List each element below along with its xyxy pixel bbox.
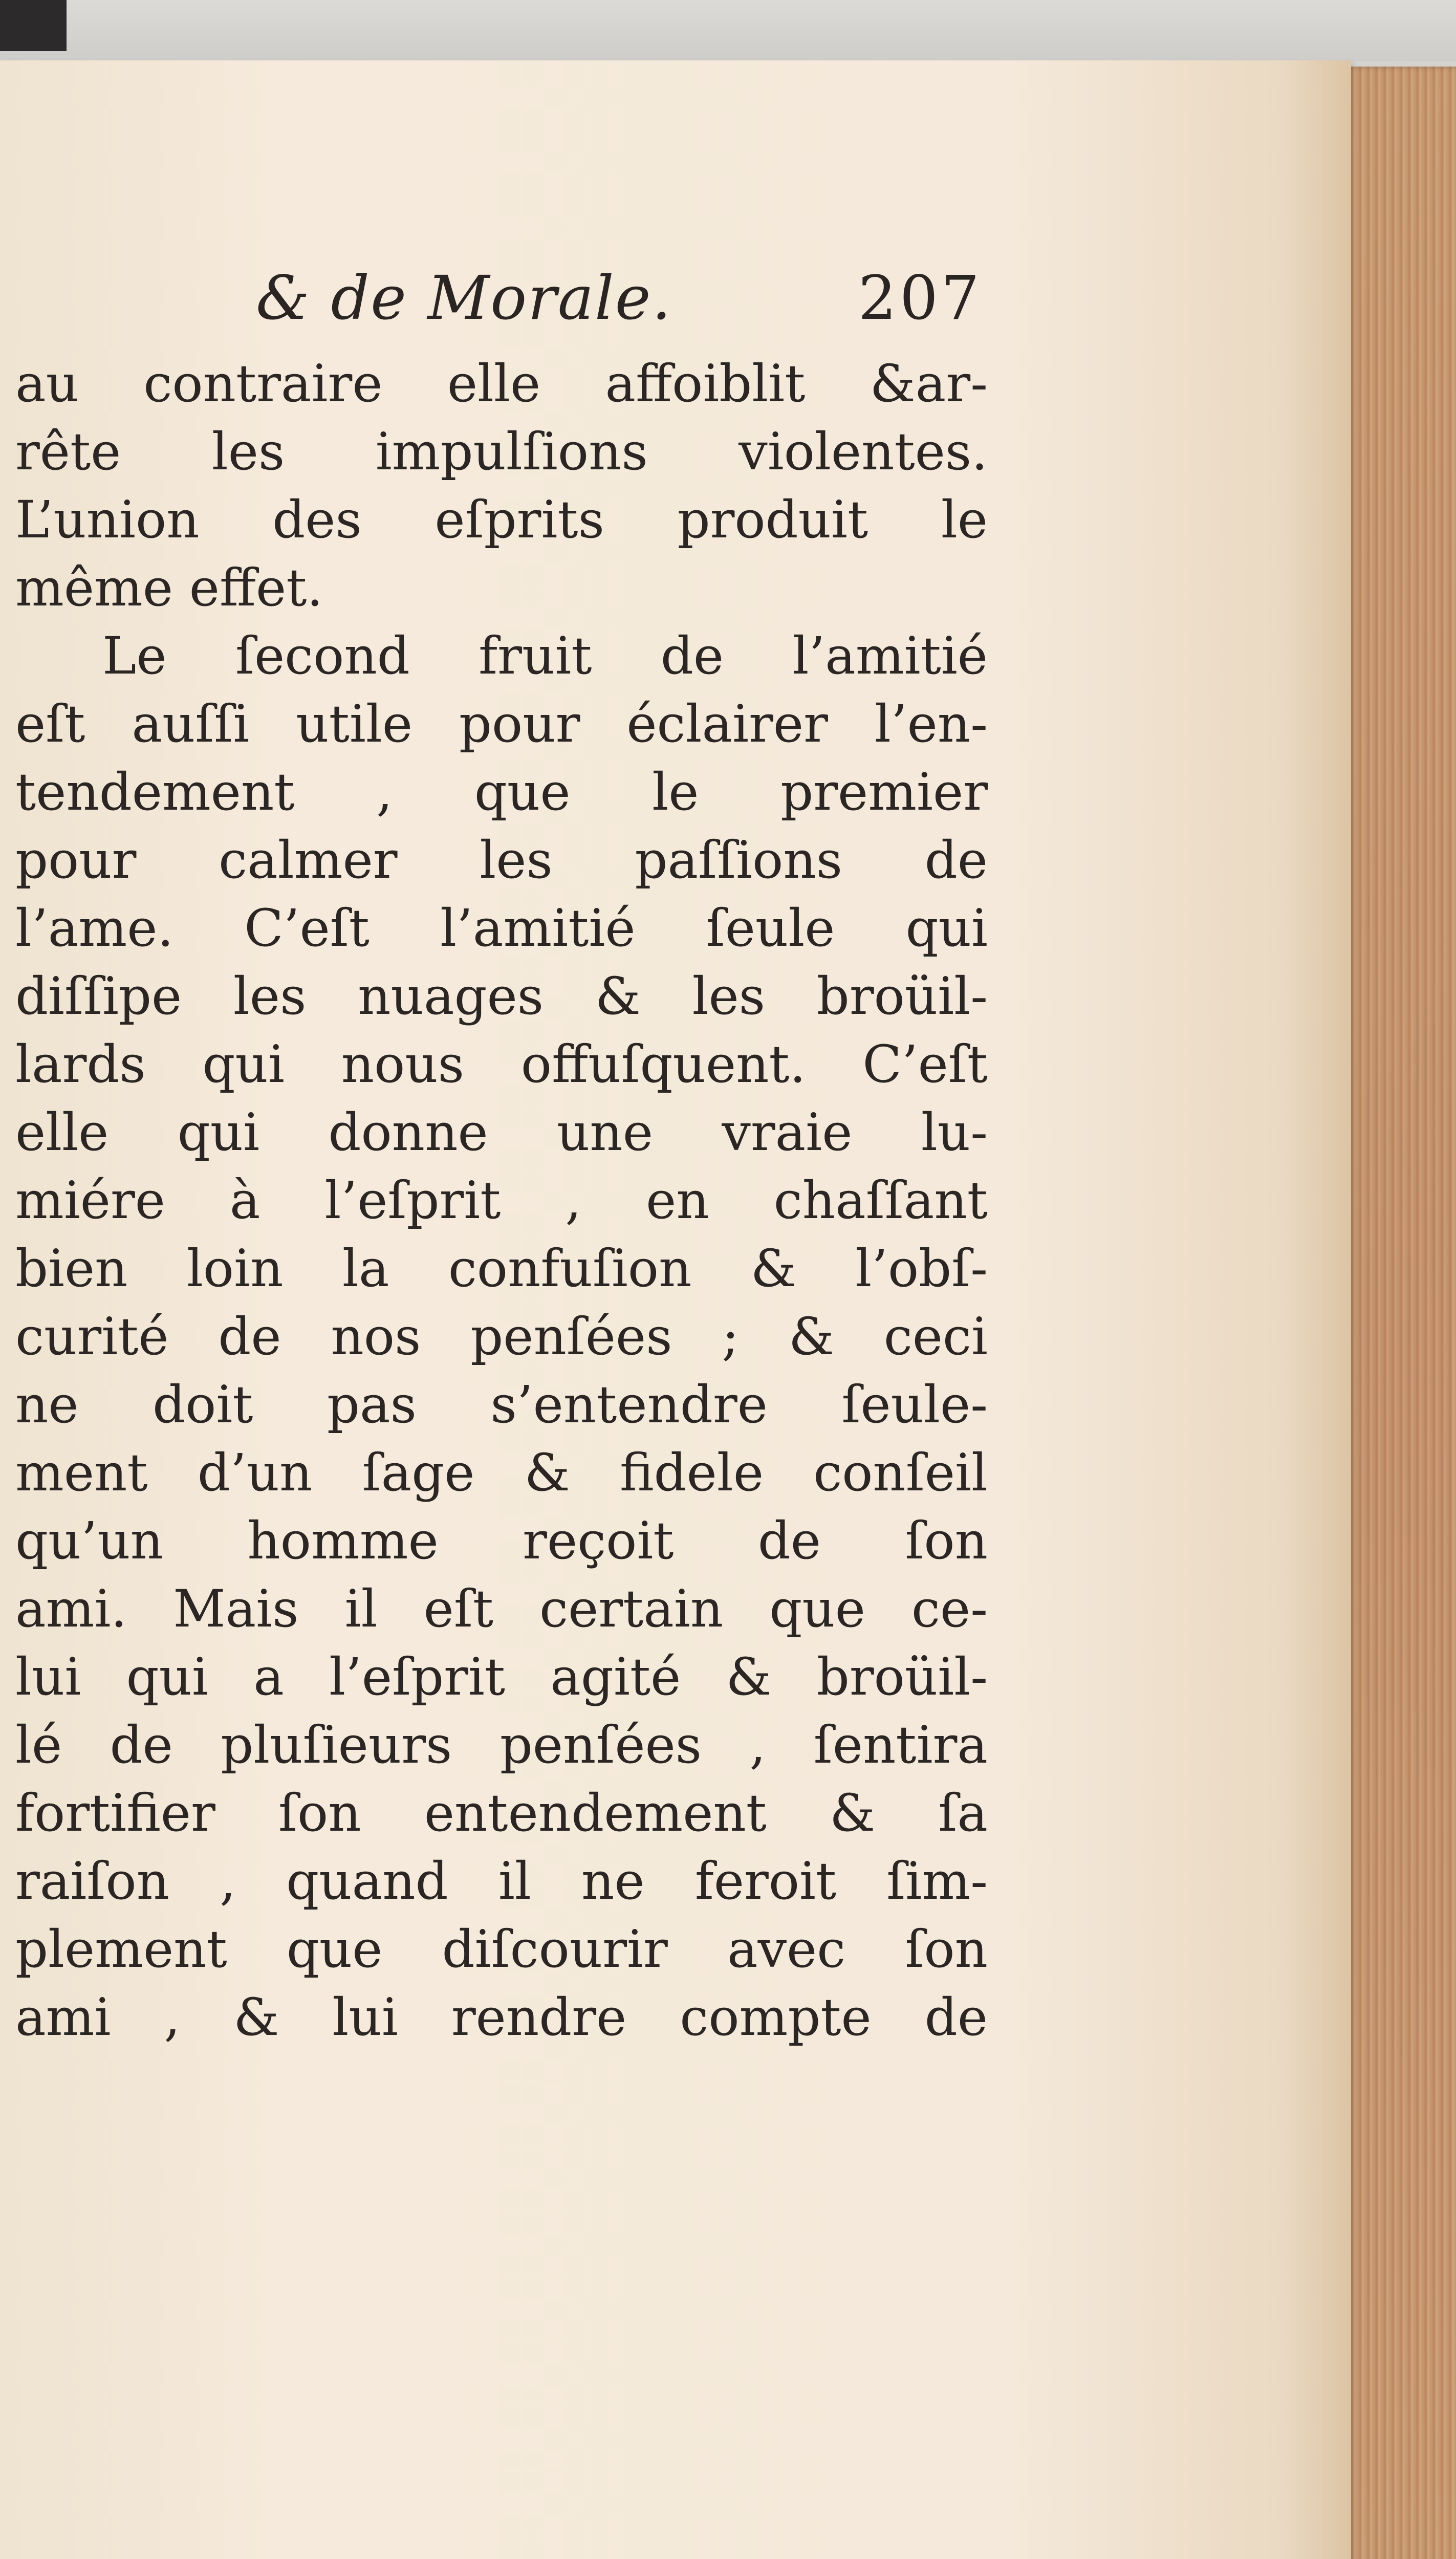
text-line: rête les impulſions violentes. [15,422,988,482]
book-page [0,60,1351,2559]
text-line: miére à l’eſprit , en chaſſant [15,1170,988,1230]
text-line: plement que diſcourir avec ſon [15,1919,988,1979]
text-line: ami , & lui rendre compte de [15,1987,988,2047]
scanner-clip-top [0,0,67,51]
text-line: elle qui donne une vraie lu- [15,1102,988,1162]
text-line: lui qui a l’eſprit agité & broüil- [15,1647,988,1707]
text-line: lé de pluſieurs penſées , ſentira [15,1715,988,1775]
scanner-background-top [0,0,1456,61]
text-line: diſſipe les nuages & les broüil- [15,966,988,1026]
page-number: 207 [858,263,983,333]
text-line: lards qui nous offuſquent. C’eſt [15,1034,988,1094]
text-line: ment d’un ſage & fidele conſeil [15,1443,988,1503]
text-line: eſt auſſi utile pour éclairer l’en- [15,694,988,754]
text-line: pour calmer les paſſions de [15,830,988,890]
text-line: qu’un homme reçoit de ſon [15,1511,988,1571]
text-line: tendement , que le premier [15,762,988,822]
page-header [256,263,983,339]
text-line: même effet. [15,558,323,618]
text-line: au contraire elle affoiblit &ar- [15,354,988,414]
text-line: ne doit pas s’entendre ſeule- [15,1375,988,1435]
text-line: bien loin la confuſion & l’obſ- [15,1239,988,1298]
text-line: curité de nos penſées ; & ceci [15,1307,988,1367]
text-line: Le ſecond fruit de l’amitié [102,626,988,686]
body-text [15,350,988,2051]
text-line: ami. Mais il eſt certain que ce- [15,1579,988,1639]
text-line: raiſon , quand il ne feroit ſim- [15,1851,988,1911]
running-head: & de Morale. [256,263,672,333]
text-line: L’union des eſprits produit le [15,490,988,550]
page-edge-tint [1343,67,1453,2559]
text-line: fortifier ſon entendement & ſa [15,1783,988,1843]
text-line: l’ame. C’eſt l’amitié ſeule qui [15,898,988,958]
